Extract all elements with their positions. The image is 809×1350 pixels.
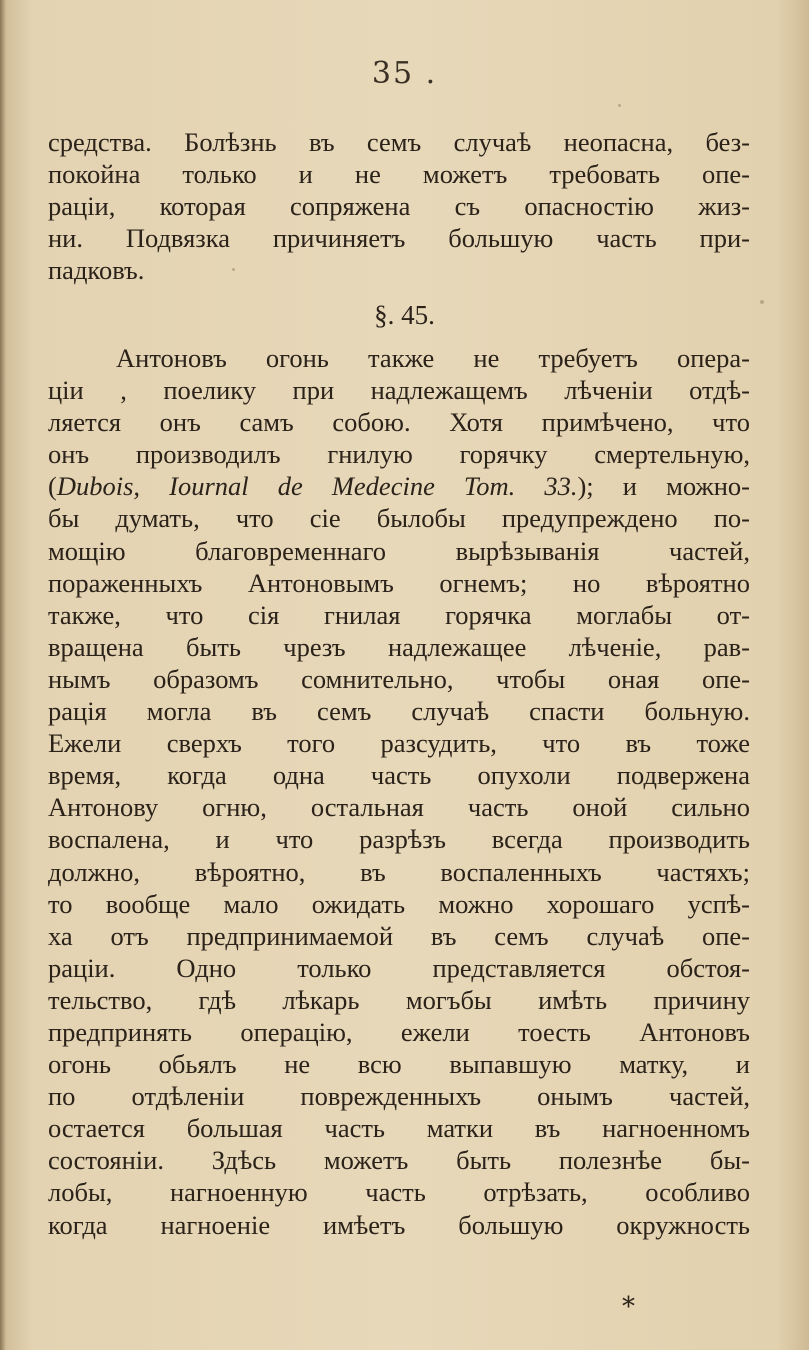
text-line: тельство, гдѣ лѣкарь могъбы имѣть причину <box>48 984 750 1015</box>
paper-spot <box>618 104 621 107</box>
citation-italic: Dubois, Iournal de Medecine Tom. 33. <box>56 471 578 502</box>
text-line: ляется онъ самъ собою. Хотя примѣчено, что <box>48 407 750 438</box>
paper-spot <box>760 300 764 304</box>
text-line: должно, вѣроятно, въ воспаленныхъ частяхъ; <box>48 856 750 887</box>
text-line: рація могла въ семъ случаѣ спасти больную. <box>48 696 750 727</box>
page-number: 35 . <box>371 56 438 91</box>
text-line: Антоновъ огонь также не требуетъ опера- <box>116 343 750 373</box>
text-line: ха отъ предпринимаемой въ семъ случаѣ опе- <box>48 920 750 951</box>
text-line: вращена быть чрезъ надлежащее лѣченіе, рав- <box>48 631 750 662</box>
paper-spot <box>232 268 235 271</box>
text-line: предпринять операцію, ежели тоесть Антоновъ <box>48 1016 750 1047</box>
text-line: покойна только и не можетъ требовать опе- <box>48 159 750 190</box>
text-line: Антонову огню, остальная часть оной сильно <box>48 792 750 823</box>
text-line: мощію благовременнаго вырѣзыванія частей, <box>48 535 750 566</box>
text-line: средства. Болѣзнь въ семъ случаѣ неопасна, без- <box>48 127 750 157</box>
text-line: Ежели сверхъ того разсудить, что въ тоже <box>48 728 750 759</box>
text-line: время, когда одна часть опухоли подвержена <box>48 760 750 791</box>
text-line: пораженныхъ Антоновымъ огнемъ; но вѣроятно <box>48 567 750 598</box>
text-line: то вообще мало ожидать можно хорошаго успѣ- <box>48 888 750 919</box>
catchword-asterisk: * <box>622 1292 635 1322</box>
text-line: когда нагноеніе имѣетъ большую окружность <box>48 1209 750 1240</box>
text-line: онъ производилъ гнилую горячку смертельную, <box>48 439 750 470</box>
section-heading: §. 45. <box>374 300 435 330</box>
text-line: огонь обьялъ не всю выпавшую матку, и <box>48 1049 750 1080</box>
text-line: (Dubois, Iournal de Medecine Tom. 33.); и можно- <box>48 471 750 502</box>
text-line: раціи. Одно только представляется обстоя- <box>48 952 750 983</box>
text-line: бы думать, что сіе былобы предупреждено по- <box>48 503 750 534</box>
text-line: лобы, нагноенную часть отрѣзать, особливо <box>48 1177 750 1208</box>
paragraph-2 <box>48 342 750 1241</box>
text-line: состояніи. Здѣсь можетъ быть полезнѣе бы- <box>48 1145 750 1176</box>
text-line: падковъ. <box>48 255 145 286</box>
text-line: нымъ образомъ сомнительно, чтобы оная опе- <box>48 663 750 694</box>
text-line: воспалена, и что разрѣзъ всегда производить <box>48 824 750 855</box>
text-line: раціи, которая сопряжена съ опасностію жиз- <box>48 191 750 222</box>
text-line: также, что сія гнилая горячка моглабы от- <box>48 599 750 630</box>
text-line: ни. Подвязка причиняетъ большую часть при- <box>48 223 750 254</box>
paragraph-1 <box>48 126 750 286</box>
text-line: ціи , поелику при надлежащемъ лѣченіи отдѣ- <box>48 375 750 406</box>
text-line: по отдѣленіи поврежденныхъ онымъ частей, <box>48 1081 750 1112</box>
text-line: остается большая часть матки въ нагноенномъ <box>48 1113 750 1144</box>
